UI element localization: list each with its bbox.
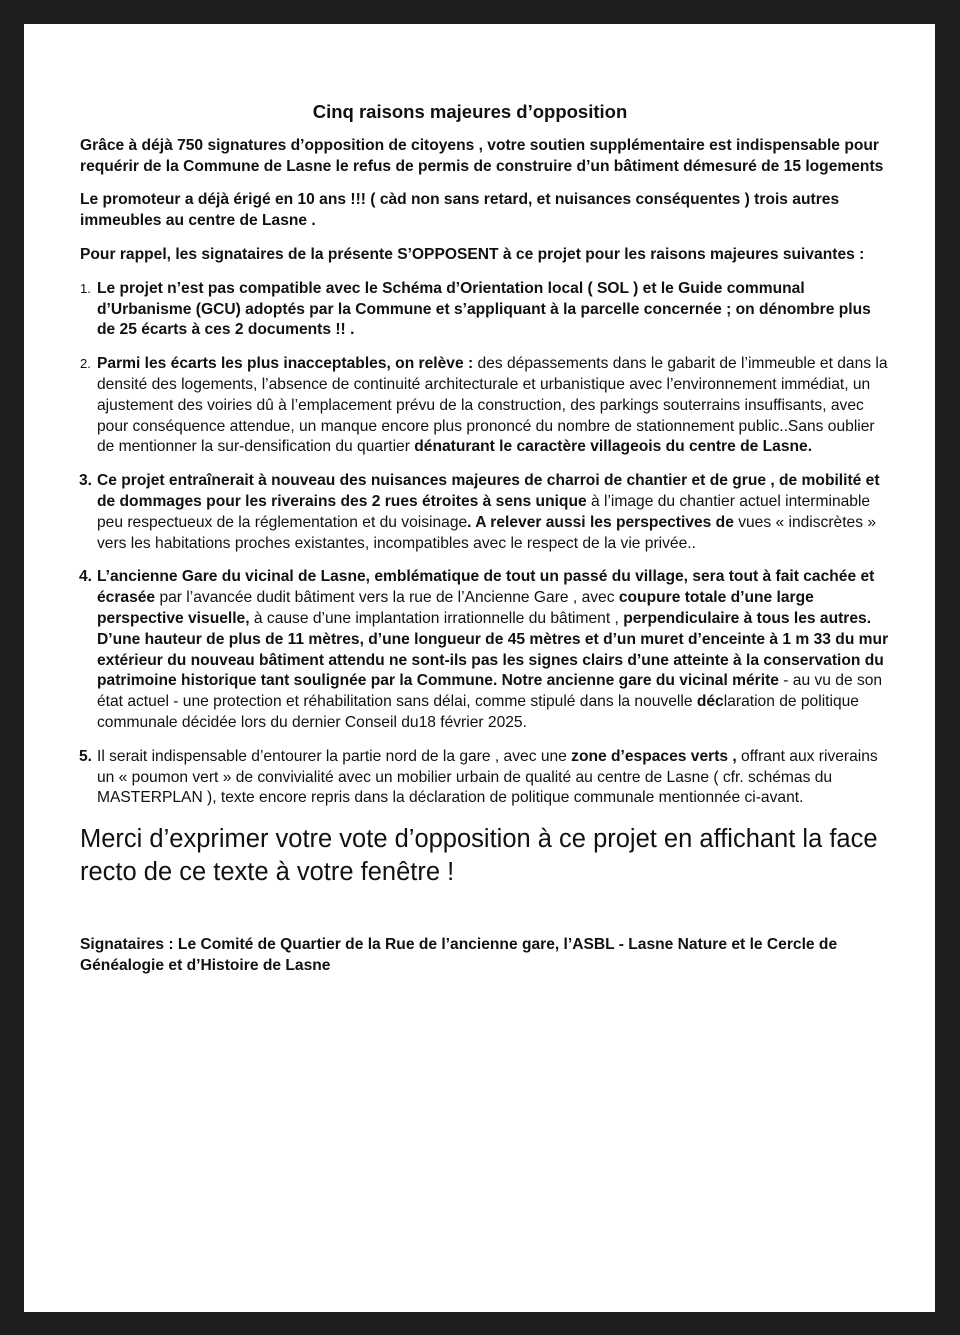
reason-number-2: 2. — [80, 356, 91, 372]
reason-3-text-1: à l’image du chantier actuel interminable peu respectueux de la réglementation et du voisinage — [97, 492, 871, 531]
intro-paragraph-1: Grâce à déjà 750 signatures d’opposition de citoyens , votre soutien supplémentaire est indispensable pour requérir de la Commune de Lasne le refus de permis de construire d’un bâtiment démesuré de 15 logements — [80, 136, 884, 175]
intro-paragraph-3: Pour rappel, les signataires de la présente S’OPPOSENT à ce projet pour les raisons majeures suivantes : — [80, 245, 865, 263]
reasons-list — [80, 279, 890, 809]
reason-item-2 — [80, 354, 890, 458]
reason-3-text-2: vues « indiscrètes » vers les habitations proches existantes, incompatibles avec le respect de la vie privée.. — [97, 513, 877, 552]
reason-4-bold-2: coupure totale d’une large perspective visuelle, — [97, 589, 814, 627]
reason-number-3: 3. — [79, 472, 93, 490]
reason-5-text-2: offrant aux riverains un « poumon vert » de convivialité avec un mobilier urbain de qualité au centre de Lasne ( cfr. schémas du MASTERPLAN ), texte encore repris dans la déclaration de politique communale mentionnée ci-avant. — [97, 747, 878, 807]
reason-4-text-3: - au vu de son état actuel - une protection et réhabilitation sans délai, comme stipulé dans la nouvelle — [97, 672, 883, 711]
intro-paragraph-2: Le promoteur a déjà érigé en 10 ans !!! ( càd non sans retard, et nuisances conséquentes ) trois autres immeubles au centre de Lasne . — [80, 191, 840, 230]
reason-2-bold-2: dénaturant le caractère villageois du centre de Lasne. — [414, 438, 813, 456]
reason-item-4 — [80, 567, 890, 733]
reason-4-bold-1: L’ancienne Gare du vicinal de Lasne, emblématique de tout un passé du village, sera tout à fait cachée et écrasée — [97, 568, 875, 607]
reason-number-5: 5. — [79, 747, 93, 765]
reason-4-bold-4: déc — [696, 693, 724, 711]
reason-2-text-1: des dépassements dans le gabarit de l’immeuble et dans la densité des logements, l’absence de continuité architecturale et urbanistique avec l’environnement immédiat, un ajustement des voiries dû à l’emplacement prévu de la construction, des parkings souterrains insuffisants, avec pour conséquence attendue, un manque encore plus prononcé du nombre de stationnement public..Sans oublier de mentionner la sur-densification du quartier — [97, 355, 888, 456]
reason-4-text-1: par l’avancée dudit bâtiment vers la rue de l’Ancienne Gare , avec — [155, 589, 619, 607]
reason-item-3 — [80, 471, 890, 554]
signatories: Signataires : Le Comité de Quartier de la Rue de l’ancienne gare, l’ASBL - Lasne Nature et le Cercle de Généalogie et d’Histoire de Lasne — [80, 936, 838, 974]
reason-5-bold-1: zone d’espaces verts , — [571, 747, 737, 765]
call-to-action: Merci d’exprimer votre vote d’opposition à ce projet en affichant la face recto de ce texte à votre fenêtre ! — [80, 825, 878, 887]
reason-3-bold-1: Ce projet entraînerait à nouveau des nuisances majeures de charroi de chantier et de grue , de mobilité et de dommages pour les riverains des 2 rues étroites à sens unique — [97, 472, 880, 510]
reason-2-bold-1: Parmi les écarts les plus inacceptables, on relève : — [97, 355, 474, 373]
document-title: Cinq raisons majeures d’opposition — [312, 101, 628, 122]
reason-text-1: Le projet n’est pas compatible avec le Schéma d’Orientation local ( SOL ) et le Guide communal d’Urbanisme (GCU) adoptés par la Commune et s’appliquant à la parcelle concernée ; on dénombre plus de 25 écarts à ces 2 documents !! . — [97, 279, 871, 339]
document-page — [24, 24, 935, 1312]
reason-number-4: 4. — [79, 568, 93, 586]
reason-5-text-1: Il serait indispensable d’entourer la partie nord de la gare , avec une — [97, 747, 572, 765]
document-content — [80, 102, 890, 977]
reason-4-text-4: laration de politique communale décidée lors du dernier Conseil du18 février 2025. — [97, 693, 859, 731]
reason-3-bold-2: . A relever aussi les perspectives de — [467, 513, 734, 531]
reason-item-5 — [80, 747, 890, 809]
reason-number-1: 1. — [80, 280, 91, 296]
reason-4-text-2: à cause d’une implantation irrationnelle du bâtiment , — [249, 609, 624, 627]
reason-4-bold-3: perpendiculaire à tous les autres. D’une hauteur de plus de 11 mètres, d’une longueur de 45 mètres et d’un muret d’enceinte à 1 m 33 du mur extérieur du nouveau bâtiment attendu ne sont-ils pas les signes clairs d’une atteinte à la conservation du patrimoine historique tant soulignée par la Commune. Notre ancienne gare du vicinal mérite — [97, 609, 889, 690]
reason-item-1 — [80, 279, 890, 341]
